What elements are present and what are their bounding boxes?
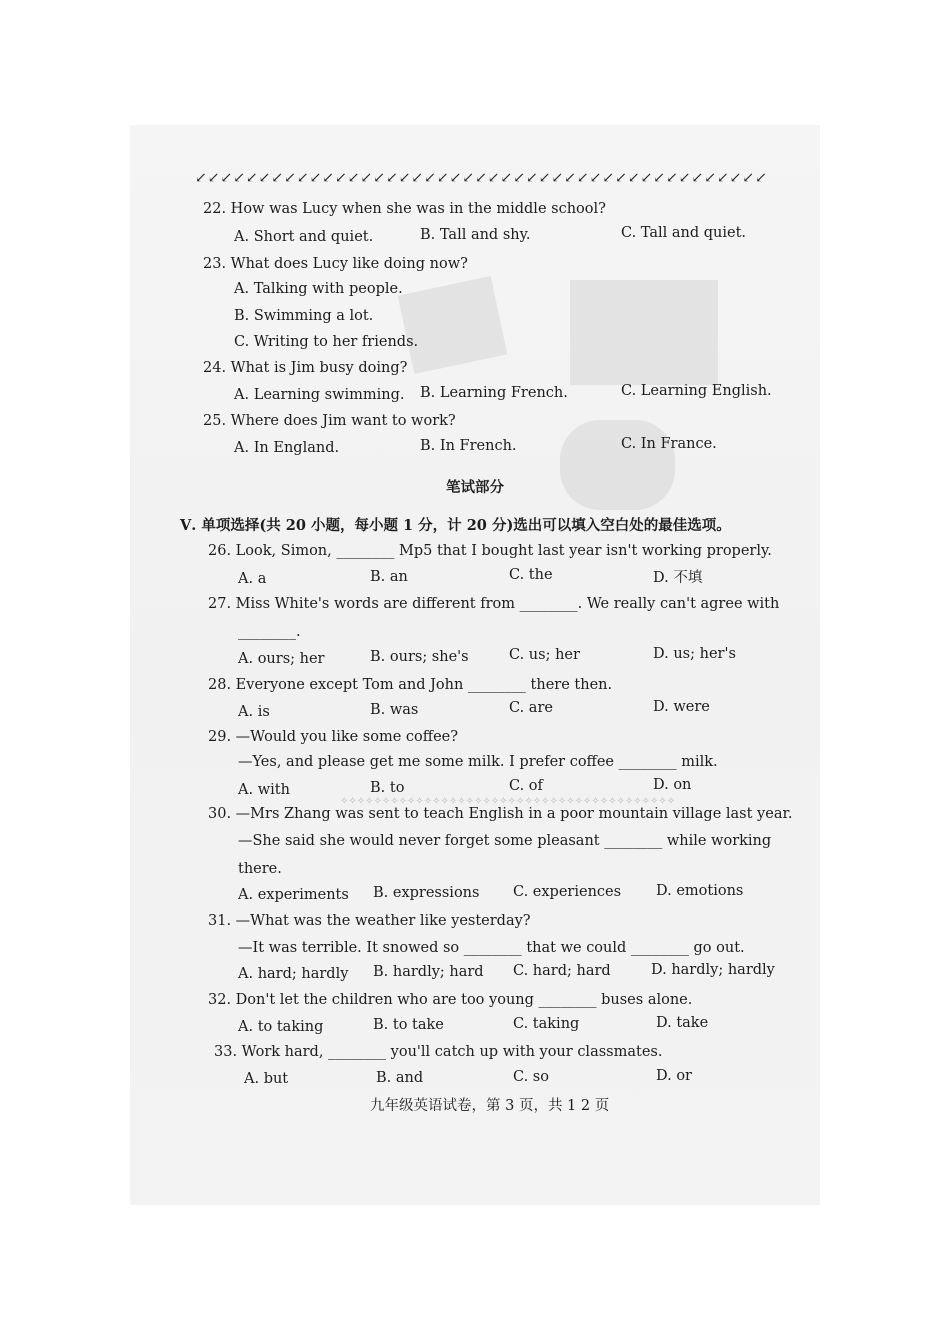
option-29-d: D. on (653, 777, 692, 793)
question-28: 28. Everyone except Tom and John ________ there then. (208, 677, 613, 693)
question-22: 22. How was Lucy when she was in the middle school? (203, 201, 606, 217)
option-26-a: A. a (238, 571, 267, 587)
question-25: 25. Where does Jim want to work? (203, 413, 456, 429)
option-27-c: C. us; her (509, 647, 580, 663)
question-23: 23. What does Lucy like doing now? (203, 256, 468, 272)
option-26-c: C. the (509, 567, 553, 583)
option-31-d: D. hardly; hardly (651, 962, 775, 978)
option-28-c: C. are (509, 700, 553, 716)
section-5-header: Ⅴ. 单项选择(共 20 小题，每小题 1 分，计 20 分)选出可以填入空白处的最佳选项。 (180, 517, 731, 534)
option-22-c: C. Tall and quiet. (621, 225, 747, 241)
option-28-b: B. was (370, 702, 419, 718)
question-32: 32. Don't let the children who are too young ________ buses alone. (208, 992, 693, 1008)
question-30-line3: there. (238, 861, 282, 877)
option-31-a: A. hard; hardly (238, 966, 349, 982)
option-32-a: A. to taking (238, 1019, 324, 1035)
question-31-line2: —It was terrible. It snowed so ________ that we could ________ go out. (238, 940, 745, 956)
option-33-c: C. so (513, 1069, 549, 1085)
option-25-a: A. In England. (234, 440, 340, 456)
question-26: 26. Look, Simon, ________ Mp5 that I bought last year isn't working properly. (208, 543, 772, 559)
option-24-c: C. Learning English. (621, 383, 772, 399)
question-31: 31. —What was the weather like yesterday? (208, 913, 531, 929)
option-28-d: D. were (653, 699, 710, 715)
option-33-a: A. but (244, 1071, 289, 1087)
question-33: 33. Work hard, ________ you'll catch up with your classmates. (214, 1044, 663, 1060)
option-30-b: B. expressions (373, 885, 480, 901)
decorative-divider: ✧✧✧✧✧✧✧✧✧✧✧✧✧✧✧✧✧✧✧✧✧✧✧✧✧✧✧✧✧✧✧✧✧✧✧✧✧✧✧✧ (340, 796, 676, 807)
option-28-a: A. is (238, 704, 270, 720)
option-22-a: A. Short and quiet. (234, 229, 374, 245)
option-29-c: C. of (509, 778, 543, 794)
question-30: 30. —Mrs Zhang was sent to teach English in a poor mountain village last year. (208, 806, 793, 822)
option-23-c: C. Writing to her friends. (234, 334, 419, 350)
question-24: 24. What is Jim busy doing? (203, 360, 408, 376)
option-31-c: C. hard; hard (513, 963, 611, 979)
option-24-b: B. Learning French. (420, 385, 568, 401)
question-27: 27. Miss White's words are different from ________. We really can't agree with (208, 596, 780, 612)
question-29-line2: —Yes, and please get me some milk. I prefer coffee ________ milk. (238, 754, 718, 770)
option-26-d: D. 不填 (653, 570, 703, 586)
written-part-title: 笔试部分 (446, 479, 504, 496)
option-33-b: B. and (376, 1070, 424, 1086)
option-32-b: B. to take (373, 1017, 444, 1033)
option-30-c: C. experiences (513, 884, 622, 900)
option-27-b: B. ours; she's (370, 649, 469, 665)
option-25-b: B. In French. (420, 438, 517, 454)
option-25-c: C. In France. (621, 436, 717, 452)
option-27-a: A. ours; her (238, 651, 325, 667)
option-26-b: B. an (370, 569, 408, 585)
question-30-line2: —She said she would never forget some pleasant ________ while working (238, 833, 772, 849)
page-footer: 九年级英语试卷，第 3 页，共 1 2 页 (370, 1098, 610, 1114)
option-23-b: B. Swimming a lot. (234, 308, 374, 324)
question-29: 29. —Would you like some coffee? (208, 729, 459, 745)
option-24-a: A. Learning swimming. (234, 387, 405, 403)
option-23-a: A. Talking with people. (234, 281, 403, 297)
option-32-d: D. take (656, 1015, 709, 1031)
option-29-a: A. with (238, 782, 290, 798)
option-31-b: B. hardly; hard (373, 964, 484, 980)
bleed-image-bottom (560, 420, 675, 510)
option-32-c: C. taking (513, 1016, 580, 1032)
option-30-d: D. emotions (656, 883, 744, 899)
option-29-b: B. to (370, 780, 405, 796)
decorative-border-top: ↙↙↙↙↙↙↙↙↙↙↙↙↙↙↙↙↙↙↙↙↙↙↙↙↙↙↙↙↙↙↙↙↙↙↙↙↙↙↙↙↙↙↙↙↙ (195, 170, 768, 186)
bleed-image-right (570, 280, 718, 385)
option-30-a: A. experiments (238, 887, 349, 903)
option-22-b: B. Tall and shy. (420, 227, 531, 243)
option-33-d: D. or (656, 1068, 692, 1084)
question-27-line2: ________. (238, 624, 301, 640)
option-27-d: D. us; her's (653, 646, 736, 662)
